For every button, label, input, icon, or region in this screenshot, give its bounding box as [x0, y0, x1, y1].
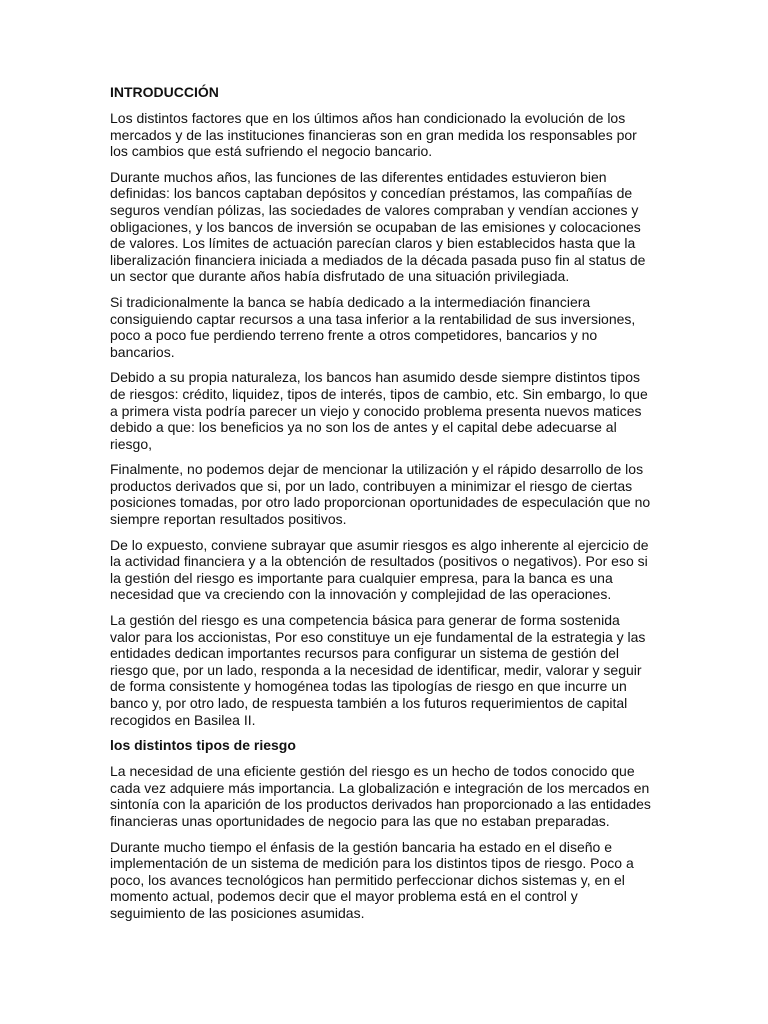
document-title: INTRODUCCIÓN	[110, 84, 219, 100]
document-page	[110, 84, 660, 931]
intro-paragraph-1: Los distintos factores que en los últimos años han condicionado la evolución de los mercados y de las instituciones financieras son en gran medida los responsables por los cambios que está sufriendo el negocio bancario.	[110, 110, 637, 160]
intro-paragraph-3: Si tradicionalmente la banca se había dedicado a la intermediación financiera consiguiendo captar recursos a una tasa inferior a la rentabilidad de sus inversiones, poco a poco fue perdiendo terreno frente a otros competidores, bancarios y no bancarios.	[110, 293, 636, 360]
section-heading: los distintos tipos de riesgo	[110, 737, 296, 754]
section-paragraph-2: Durante mucho tiempo el énfasis de la gestión bancaria ha estado en el diseño e implementación de un sistema de medición para los distintos tipos de riesgo. Poco a poco, los avances tecnológicos han permitido perfeccionar dichos sistemas y, en el momento actual, podemos decir que el mayor problema está en el control y seguimiento de las posiciones asumidas.	[110, 838, 634, 921]
intro-paragraph-4: Debido a su propia naturaleza, los bancos han asumido desde siempre distintos tipos de riesgos: crédito, liquidez, tipos de interés, tipos de cambio, etc. Sin embargo, lo que a primera vista podría parecer un viejo y conocido problema presenta nuevos matices debido a que: los beneficios ya no son los de antes y el capital debe adecuarse al riesgo,	[110, 369, 648, 452]
intro-paragraph-7: La gestión del riesgo es una competencia básica para generar de forma sostenida valor para los accionistas, Por eso constituye un eje fundamental de la estrategia y las entidades dedican importantes recursos para configurar un sistema de gestión del riesgo que, por un lado, responda a la necesidad de identificar, medir, valorar y seguir de forma consistente y homogénea todas las tipologías de riesgo en que incurre un banco y, por otro lado, de respuesta también a los futuros requerimientos de capital recogidos en Basilea II.	[110, 612, 646, 728]
intro-paragraph-5: Finalmente, no podemos dejar de mencionar la utilización y el rápido desarrollo de los productos derivados que si, por un lado, contribuyen a minimizar el riesgo de ciertas posiciones tomadas, por otro lado proporcionan oportunidades de especulación que no siempre reportan resultados positivos.	[110, 461, 651, 528]
intro-paragraph-2: Durante muchos años, las funciones de las diferentes entidades estuvieron bien definidas: los bancos captaban depósitos y concedían préstamos, las compañías de seguros vendían pólizas, las sociedades de valores compraban y vendían acciones y obligaciones, y los bancos de inversión se ocupaban de las emisiones y colocaciones de valores. Los límites de actuación parecían claros y bien establecidos hasta que la liberalización financiera iniciada a mediados de la década pasada puso fin al status de un sector que durante años había disfrutado de una situación privilegiada.	[110, 168, 646, 285]
intro-paragraph-6: De lo expuesto, conviene subrayar que asumir riesgos es algo inherente al ejercicio de la actividad financiera y a la obtención de resultados (positivos o negativos). Por eso si la gestión del riesgo es importante para cualquier empresa, para la banca es una necesidad que va creciendo con la innovación y complejidad de las operaciones.	[110, 536, 649, 603]
section-paragraph-1: La necesidad de una eficiente gestión del riesgo es un hecho de todos conocido que cada vez adquiere más importancia. La globalización e integración de los mercados en sintonía con la aparición de los productos derivados han proporcionado a las entidades financieras unas oportunidades de negocio para las que no estaban preparadas.	[110, 763, 651, 829]
